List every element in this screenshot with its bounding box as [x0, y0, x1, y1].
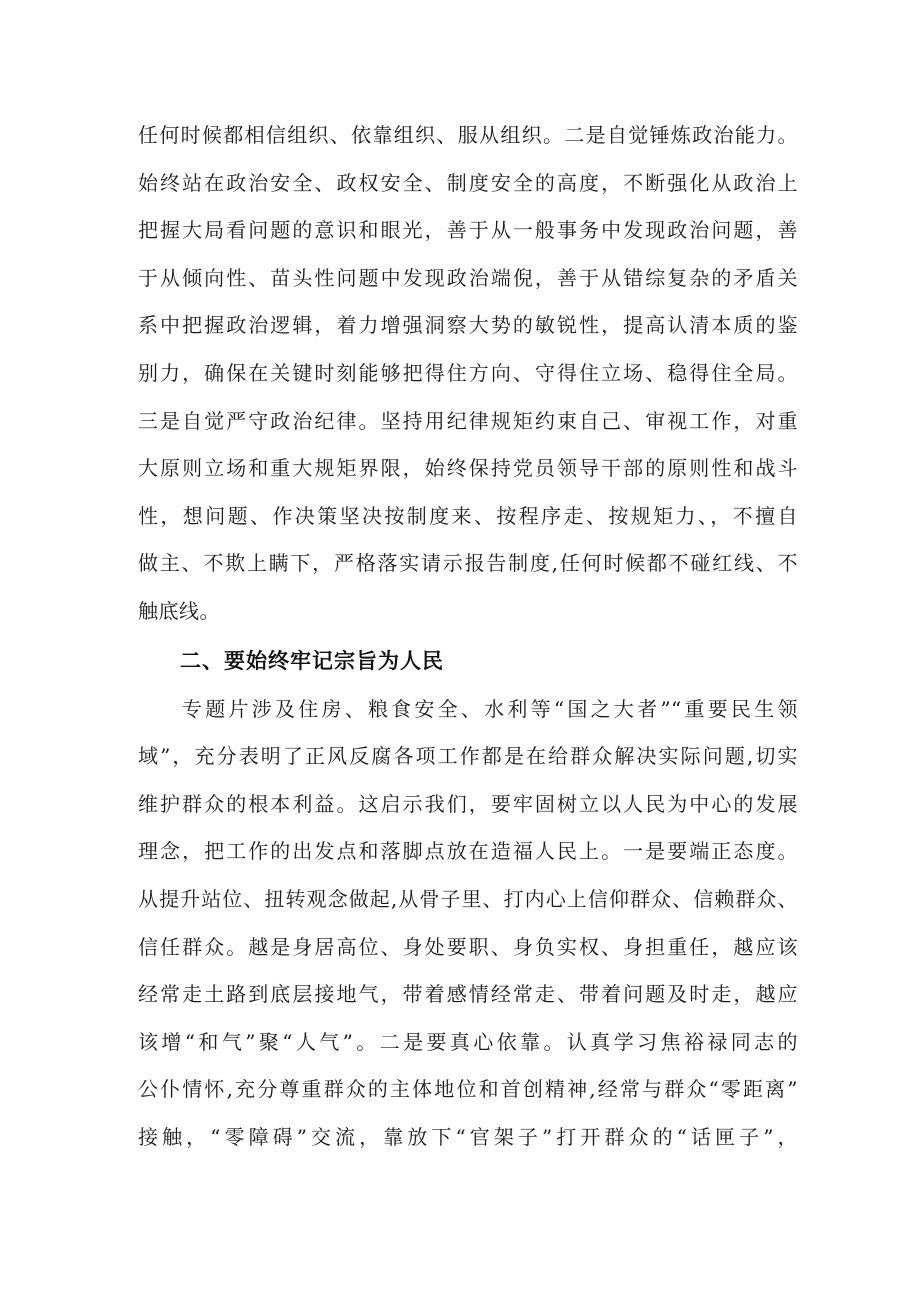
text-line: 接触，“零障碍”交流，靠放下“官架子”打开群众的“话匣子”，	[138, 1124, 798, 1149]
text-line: 别力，确保在关键时刻能够把得住方向、守得住立场、稳得住全局。	[138, 360, 798, 385]
text-line: 把握大局看问题的意识和眼光，善于从一般事务中发现政治问题，善	[138, 218, 798, 243]
text-line: 经常走土路到底层接地气，带着感情经常走、带着问题及时走，越应	[138, 982, 798, 1007]
text-line: 理念，把工作的出发点和落脚点放在造福人民上。一是要端正态度。	[138, 839, 798, 864]
text-line: 任何时候都相信组织、依靠组织、服从组织。二是自觉锤炼政治能力。	[138, 123, 798, 147]
section-heading: 二、要始终牢记宗旨为人民	[180, 648, 444, 673]
text-line: 维护群众的根本利益。这启示我们，要牢固树立以人民为中心的发展	[138, 791, 798, 816]
text-line: 专题片涉及住房、粮食安全、水利等“国之大者”“重要民生领	[182, 696, 798, 721]
text-line: 信任群众。越是身居高位、身处要职、身负实权、身担重任，越应该	[138, 934, 798, 959]
text-line: 性，想问题、作决策坚决按制度来、按程序走、按规矩力、，不擅自	[138, 503, 798, 528]
text-line: 做主、不欺上瞒下，严格落实请示报告制度,任何时候都不碰红线、不	[138, 551, 798, 576]
text-line: 从提升站位、扭转观念做起,从骨子里、打内心上信仰群众、信赖群众、	[138, 886, 798, 911]
text-line: 系中把握政治逻辑，着力增强洞察大势的敏锐性，提高认清本质的鉴	[138, 313, 798, 338]
text-line: 公仆情怀,充分尊重群众的主体地位和首创精神,经常与群众“零距离”	[138, 1077, 798, 1102]
text-line: 域”，充分表明了正风反腐各项工作都是在给群众解决实际问题,切实	[138, 744, 798, 769]
text-line: 该增“和气”聚“人气”。二是要真心依靠。认真学习焦裕禄同志的	[138, 1029, 798, 1054]
paragraph-serve-people	[138, 686, 798, 1162]
text-line: 三是自觉严守政治纪律。坚持用纪律规矩约束自己、审视工作，对重	[138, 408, 798, 433]
text-line: 大原则立场和重大规矩界限，始终保持党员领导干部的原则性和战斗	[138, 456, 798, 481]
text-line: 始终站在政治安全、政权安全、制度安全的高度，不断强化从政治上	[138, 170, 798, 195]
text-line: 触底线。	[138, 598, 220, 623]
document-body	[138, 112, 798, 1161]
text-line: 于从倾向性、苗头性问题中发现政治端倪，善于从错综复杂的矛盾关	[138, 265, 798, 290]
paragraph-political-discipline	[138, 112, 798, 636]
